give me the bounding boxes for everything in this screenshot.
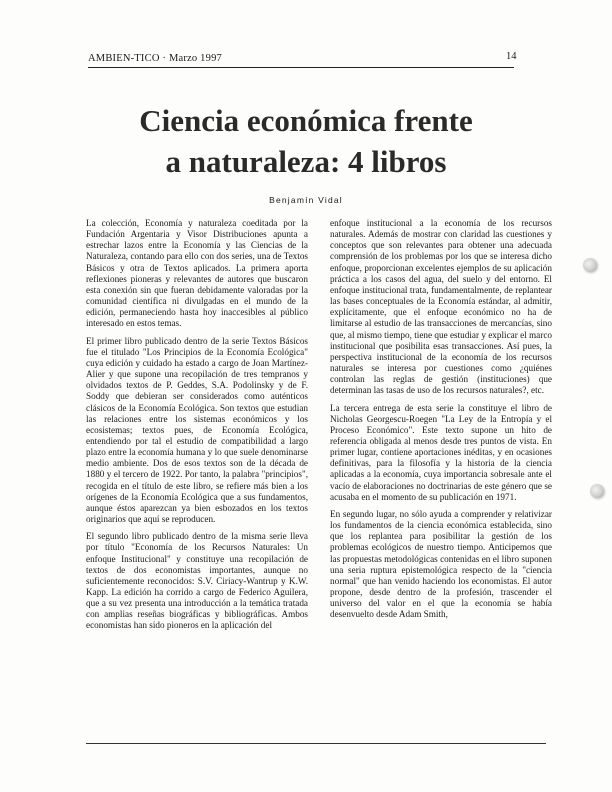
punch-hole [583, 258, 597, 272]
right-column [330, 218, 552, 626]
article-title [60, 100, 552, 182]
running-header [88, 51, 514, 68]
paragraph: El primer libro publicado dentro de la serie Textos Básicos fue el titulado "Los Principios de la Economía Ecológica" cuya edición y cuidado ha estado a cargo de Joan Martínez-Alier y que supone una recopilación de tres tempranos y olvidados textos de P. Geddes, S.A. Podolinsky y de F. Soddy que debieran ser considerados como auténticos clásicos de la Economía Ecológica. Son textos que estudian las relaciones entre los sistemas económicos y los ecosistemas; textos pues, de Economía Ecológica, entendiendo por tal el estudio de compatibilidad a largo plazo entre la economía humana y lo que suele denominarse medio ambiente. Dos de esos textos son de la década de 1880 y el tercero de 1922. Por tanto, la palabra "principios", recogida en el título de este libro, se refiere más bien a los orígenes de la Economía Ecológica que a sus fundamentos, aunque éstos aparezcan ya bien esbozados en los textos originarios que aquí se reproducen. [86, 335, 308, 525]
paragraph: En segundo lugar, no sólo ayuda a comprender y relativizar los fundamentos de la ciencia económica establecida, sino que los replantea para posibilitar la gestión de los problemas ecológicos de nuestro tiempo. Anticipemos que las propuestas metodológicas contenidas en el libro suponen una seria ruptura epistemológica respecto de la "ciencia normal" que han venido haciendo los economistas. El autor propone, desde dentro de la profesión, trascender el universo del valor en el que la economía se había desenvuelto desde Adam Smith, [330, 508, 552, 620]
paragraph: La colección, Economía y naturaleza coeditada por la Fundación Argentaria y Visor Distribuciones apunta a estrechar lazos entre la Economía y las Ciencias de la Naturaleza, contando para ello con dos series, una de Textos Básicos y otra de Textos aplicados. La primera aporta reflexiones pioneras y relevantes de autores que buscaron esta conexión sin que fueran debidamente valoradas por la comunidad científica ni divulgadas en el mundo de la edición, permaneciendo hasta hoy inaccesibles al público interesado en estos temas. [86, 218, 308, 329]
left-column [86, 218, 308, 638]
paragraph: enfoque institucional a la economía de los recursos naturales. Además de mostrar con claridad las cuestiones y conceptos que son relevantes para obtener una adecuada comprensión de los problemas por los que se interesa dicho enfoque, proporcionan excelentes ejemplos de su aplicación práctica a los casos del agua, del suelo y del entorno. El enfoque institucional trata, fundamentalmente, de replantear las bases conceptuales de la Economía estándar, al admitir, explícitamente, que el enfoque económico no ha de limitarse al estudio de las transacciones de mercancías, sino que, al mismo tiempo, tiene que estudiar y explicar el marco institucional que posibilita esas transacciones. Así pues, la perspectiva institucional de la economía de los recursos naturales se interesa por cuestiones como ¿quiénes controlan las reglas de gestión (instituciones) que determinan las tasas de uso de los recursos naturales?, etc. [330, 218, 552, 396]
footer-rule [86, 743, 546, 744]
paragraph: El segundo libro publicado dentro de la misma serie lleva por título "Economía de los Recursos Naturales: Un enfoque Institucional" y constituye una recopilación de textos de dos economistas importantes, aunque no suficientemente reconocidos: S.V. Ciriacy-Wantrup y K.W. Kapp. La edición ha corrido a cargo de Federico Aguilera, que a su vez presenta una introducción a la temática tratada con amplias reseñas biográficas y bibliográficas. Ambos economistas han sido pioneros en la aplicación del [86, 531, 308, 631]
punch-hole [590, 484, 604, 498]
page-number: 14 [506, 51, 517, 62]
journal-name: AMBIEN-TICO · Marzo 1997 [88, 53, 222, 64]
title-line-1: Ciencia económica frente [139, 103, 473, 138]
author-byline: Benjamín Vidal [269, 195, 343, 205]
title-line-2: a naturaleza: 4 libros [165, 144, 447, 179]
paragraph: La tercera entrega de esta serie la constituye el libro de Nicholas Georgescu-Roegen "La Ley de la Entropía y el Proceso Económico". Este texto supone un hito de referencia obligada al menos desde tres puntos de vista. En primer lugar, contiene aportaciones inéditas, y en ocasiones definitivas, para la filosofía y la historia de la ciencia aplicadas a la economía, cuya importancia sobresale ante el vacío de elaboraciones no doctrinarias de este género que se acusaba en el momento de su publicación en 1971. [330, 402, 552, 502]
